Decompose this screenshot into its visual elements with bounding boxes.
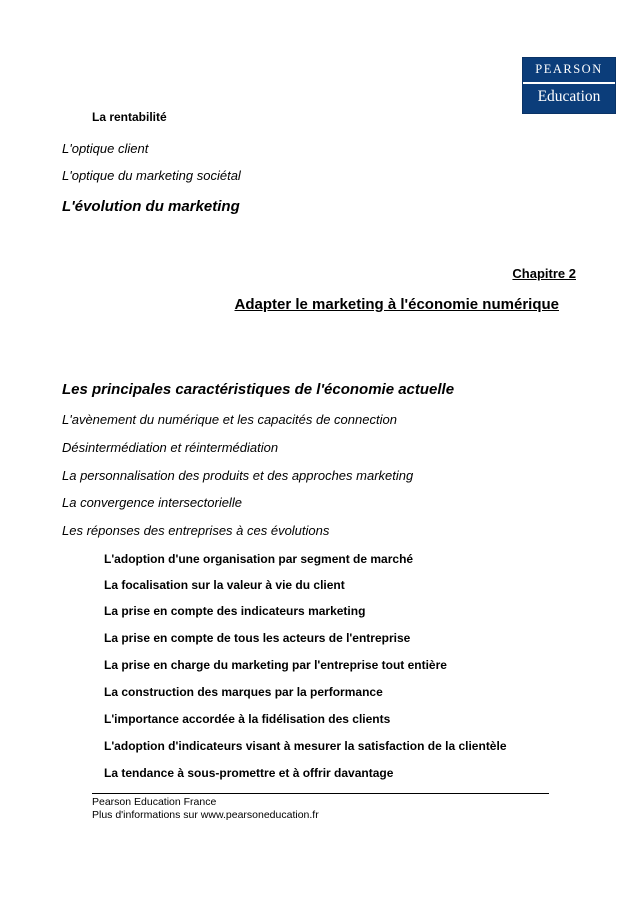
sub-item: La prise en compte des indicateurs marketing [104,604,366,618]
sub-item: La tendance à sous-promettre et à offrir davantage [104,766,394,780]
item-optique-client: L'optique client [62,141,149,156]
footer-website: Plus d'informations sur www.pearsoneducation.fr [92,809,319,821]
sub-item: L'adoption d'une organisation par segment de marché [104,552,414,566]
section-item: Désintermédiation et réintermédiation [62,440,279,455]
logo-divider [523,82,615,84]
logo-bottom-text: Education [537,88,601,105]
section-item: La personnalisation des produits et des approches marketing [62,468,414,483]
item-rentabilite: La rentabilité [92,110,167,124]
footer-publisher: Pearson Education France [92,796,217,808]
sub-item: La construction des marques par la performance [104,685,383,699]
section-item: La convergence intersectorielle [62,495,242,510]
chapter-title: Adapter le marketing à l'économie numérique [234,296,559,313]
pearson-education-logo [522,57,616,114]
sub-item: L'adoption d'indicateurs visant à mesurer la satisfaction de la clientèle [104,739,507,753]
sub-item: La focalisation sur la valeur à vie du client [104,578,345,592]
section-item: L'avènement du numérique et les capacités de connection [62,412,397,427]
chapter-label: Chapitre 2 [512,266,576,281]
sub-item: La prise en charge du marketing par l'entreprise tout entière [104,658,447,672]
sub-item: L'importance accordée à la fidélisation des clients [104,712,391,726]
section-item: Les réponses des entreprises à ces évolutions [62,523,330,538]
sub-item: La prise en compte de tous les acteurs de l'entreprise [104,631,411,645]
footer-rule [92,793,549,794]
item-optique-societal: L'optique du marketing sociétal [62,168,241,183]
logo-top-text: PEARSON [535,62,603,76]
section-heading: Les principales caractéristiques de l'économie actuelle [62,381,455,398]
heading-evolution-marketing: L'évolution du marketing [62,198,240,215]
